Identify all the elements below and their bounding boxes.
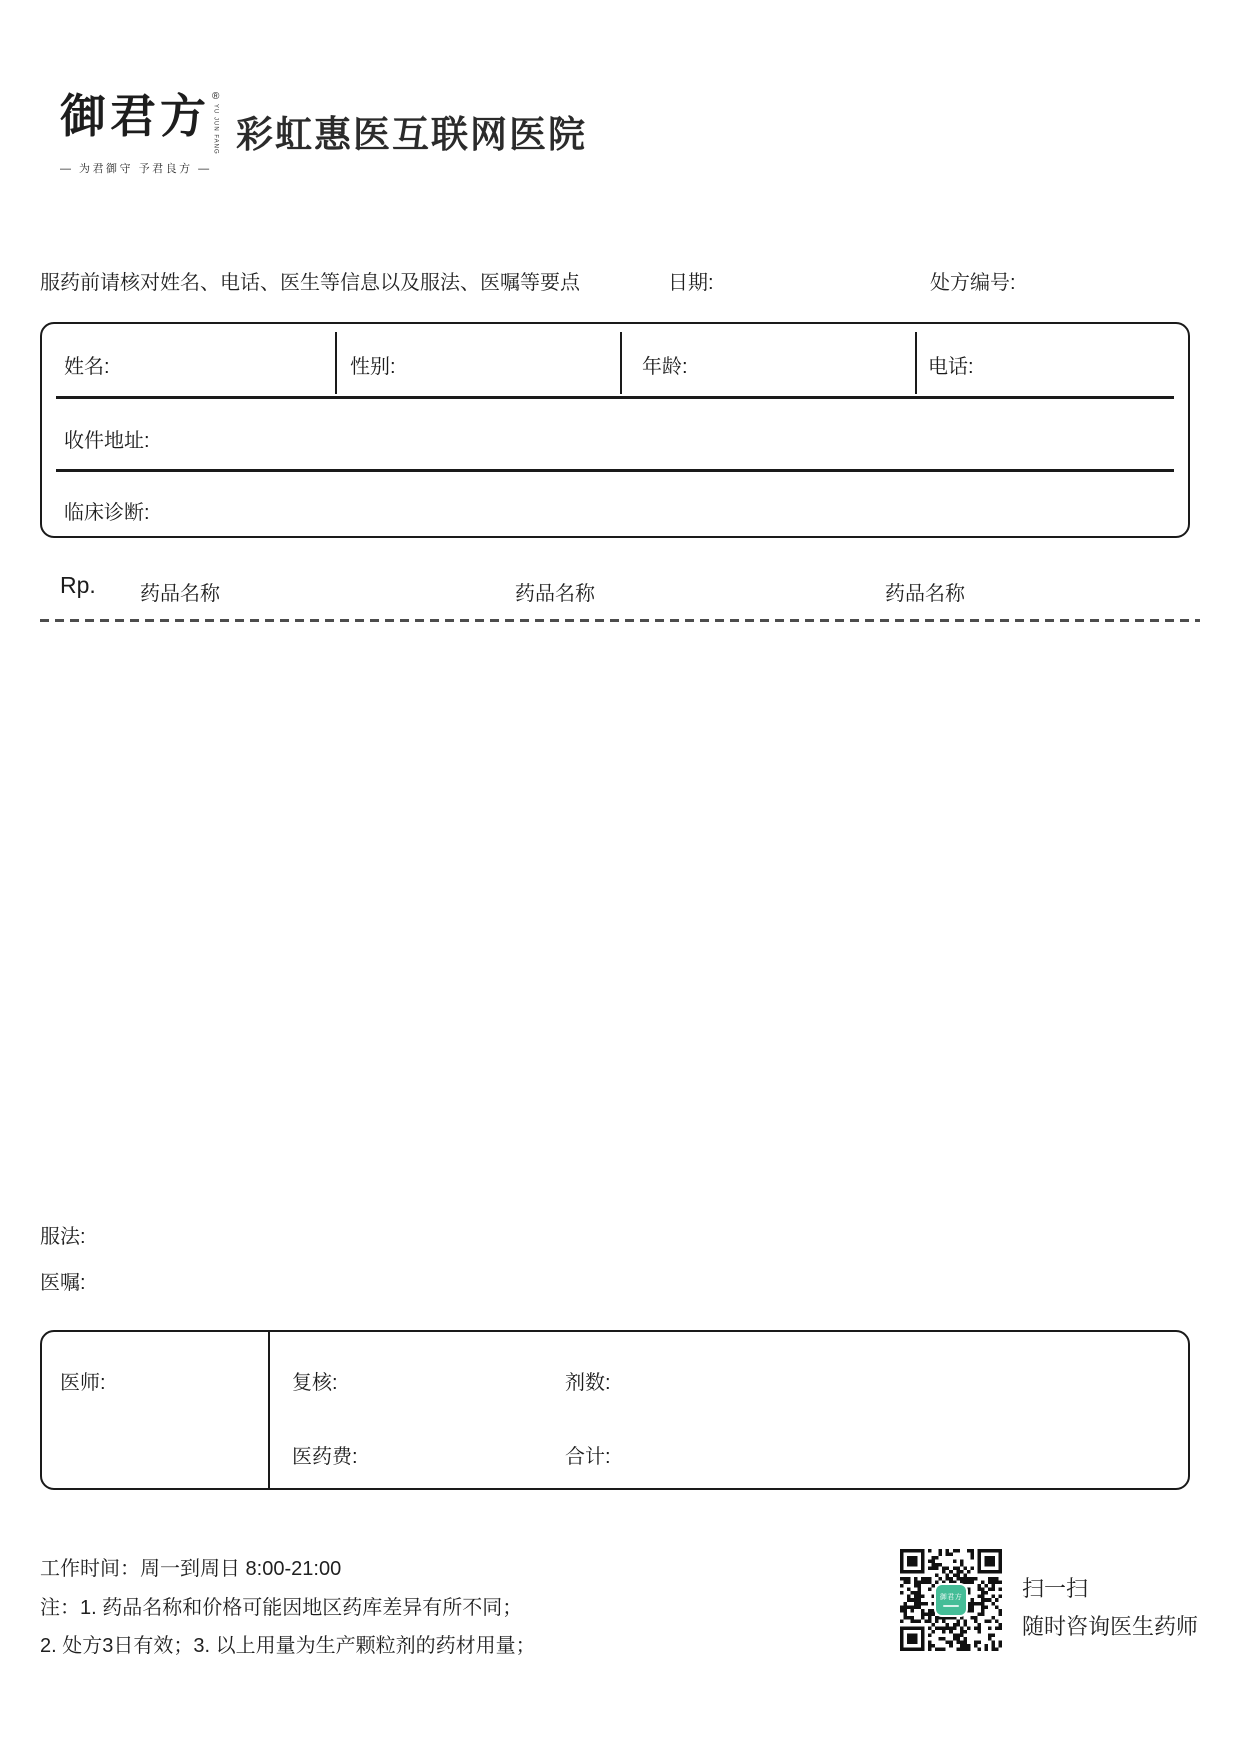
- brand-tagline: — 为君御守 予君良方 —: [60, 162, 212, 175]
- qr-badge-label: 御君方: [939, 1593, 963, 1601]
- patient-gender-label: 性别:: [350, 356, 396, 378]
- registered-trademark-icon: ®: [212, 91, 220, 102]
- row-divider: [56, 469, 1174, 472]
- footnote-line1: 注：1. 药品名称和价格可能因地区药库差异有所不同；: [40, 1597, 523, 1619]
- doctor-advice-label: 医嘱:: [40, 1272, 86, 1294]
- scan-subtitle: 随时咨询医生药师: [1022, 1614, 1199, 1639]
- column-divider: [335, 332, 337, 394]
- usage-method-label: 服法:: [40, 1226, 86, 1248]
- hospital-name: 彩虹惠医互联网医院: [236, 114, 587, 155]
- scan-title: 扫一扫: [1022, 1576, 1089, 1601]
- patient-info-box: [40, 322, 1190, 538]
- date-label: 日期:: [668, 272, 714, 294]
- working-hours: 工作时间：周一到周日 8:00-21:00: [40, 1558, 342, 1580]
- verification-notice: 服药前请核对姓名、电话、医生等信息以及服法、医嘱等要点: [40, 272, 580, 294]
- footnote-line2: 2. 处方3日有效；3. 以上用量为生产颗粒剂的药材用量；: [40, 1635, 536, 1657]
- dashed-separator: [40, 619, 1200, 622]
- row-divider: [56, 396, 1174, 399]
- review-label: 复核:: [292, 1372, 338, 1394]
- drug-name-column-header: 药品名称: [885, 583, 965, 605]
- drug-name-column-header: 药品名称: [140, 583, 220, 605]
- patient-phone-label: 电话:: [928, 356, 974, 378]
- clinical-diagnosis-label: 临床诊断:: [64, 502, 150, 524]
- physician-label: 医师:: [60, 1372, 106, 1394]
- notice-row: [40, 266, 1200, 294]
- logo-text: 御君方: [60, 89, 210, 143]
- signoff-box: [40, 1330, 1190, 1490]
- logo-vertical-text: YU JUN FANG: [212, 104, 219, 155]
- patient-name-label: 姓名:: [64, 356, 110, 378]
- column-divider: [620, 332, 622, 394]
- medicine-fee-label: 医药费:: [292, 1446, 358, 1468]
- qr-code: [900, 1549, 1002, 1651]
- drug-name-column-header: 药品名称: [515, 583, 595, 605]
- column-divider: [915, 332, 917, 394]
- qr-center-badge: [936, 1585, 966, 1615]
- total-label: 合计:: [565, 1446, 611, 1468]
- rp-label: Rp.: [60, 572, 96, 598]
- qr-badge-subline: [943, 1605, 959, 1607]
- prescription-number-label: 处方编号:: [930, 272, 1016, 294]
- column-divider: [268, 1332, 270, 1488]
- doses-label: 剂数:: [565, 1372, 611, 1394]
- shipping-address-label: 收件地址:: [64, 430, 150, 452]
- brand-logo: [60, 90, 219, 176]
- patient-age-label: 年龄:: [642, 356, 688, 378]
